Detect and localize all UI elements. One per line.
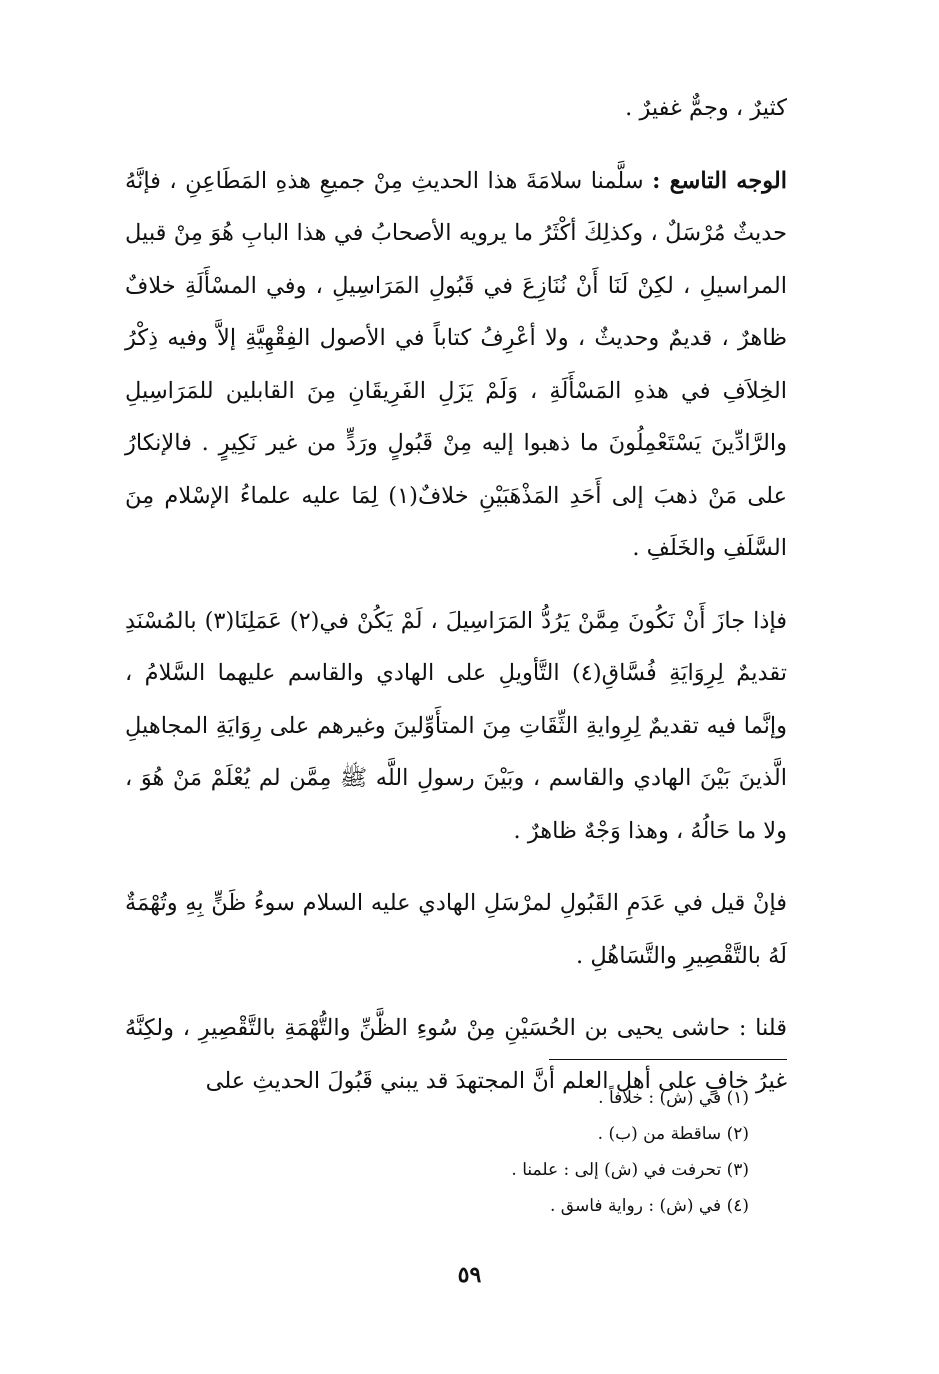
paragraph-ninth-aspect [125,155,787,575]
paragraph-objection: فإنْ قيل في عَدَمِ القَبُولِ لمرْسَلِ الهادي عليه السلام سوءُ ظَنٍّ بِهِ وتُهْمَةٌ لَهُ بالتَّقْصِيرِ والتَّسَاهُلِ . [125,890,787,969]
paragraph-heading: الوجه التاسع : [652,167,787,194]
footnote-1: (١) في (ش) : خلافاً . [598,1088,749,1108]
page-number: ٥٩ [457,1262,482,1288]
footnote-4: (٤) في (ش) : رواية فاسق . [550,1196,749,1216]
footnotes [329,1080,749,1224]
footnote-separator [549,1059,787,1060]
paragraph-mursal: فإذا جازَ أَنْ نَكُونَ مِمَّنْ يَرُدُّ المَرَاسِيلَ ، لَمْ يَكُنْ في(٢) عَمَلِنَا(٣) بالمُسْنَدِ تقديمٌ لِرِوَايَةِ فُسَّاقِ(٤) التَّأويلِ على الهادي والقاسم عليهما السَّلامُ ، وإنَّما فيه تقديمٌ لِرِوايةِ الثِّقَاتِ مِنَ المتأَوِّلينَ وغيرهم على رِوَايَةِ المجاهيلِ الَّذينَ بَيْنَ الهادي والقاسم ، وبَيْنَ رسولِ اللَّه ﷺ مِمَّن لم يُعْلَمْ مَنْ هُوَ ، ولا ما حَالُهُ ، وهذا وَجْهٌ ظاهرٌ . [125,607,787,844]
main-text [125,82,787,1107]
continuation-line: كثيرٌ ، وجمٌّ غفيرٌ . [625,95,787,121]
paragraph-text: سلَّمنا سلامَةَ هذا الحديثِ مِنْ جميعِ هذهِ المَطَاعِنِ ، فإنَّهُ حديثٌ مُرْسَلٌ ، وكذلِكَ أكْثَرُ ما يرويه الأصحابُ في هذا البابِ هُوَ مِنْ قبيل المراسيلِ ، لكِنْ لَنَا أَنْ نُنَازِعَ في قَبُولِ المَرَاسِيلِ ، وفي المسْأَلَةِ خلافٌ ظاهرٌ ، قديمٌ وحديثٌ ، ولا أعْرِفُ كتاباً في الأصول الفِقْهِيَّةِ إلاَّ وفيه ذِكْرُ الخِلاَفِ في هذهِ المَسْأَلَةِ ، وَلَمْ يَزَلِ الفَرِيقَانِ مِنَ القابلين للمَرَاسِيلِ والرَّادِّينَ يَسْتَعْمِلُونَ ما ذهبوا إليه مِنْ قَبُولٍ ورَدٍّ من غير نَكِيرٍ . فالإنكارُ على مَنْ ذهبَ إلى أَحَدِ المَذْهَبَيْنِ خلافٌ(١) لِمَا عليه علماءُ الإسْلام مِنَ السَّلَفِ والخَلَفِ . [125,167,787,561]
footnote-3: (٣) تحرفت في (ش) إلى : علمنا . [511,1160,749,1180]
paragraph-reply: قلنا : حاشى يحيى بن الحُسَيْنِ مِنْ سُوءِ الظَّنِّ والتُّهْمَةِ بالتَّقْصِيرِ ، ولكِنَّهُ غيرُ خافٍ على أهل العلم أنَّ المجتهدَ قد يبني قَبُولَ الحديثِ على [125,1015,787,1094]
footnote-2: (٢) ساقطة من (ب) . [597,1124,749,1144]
